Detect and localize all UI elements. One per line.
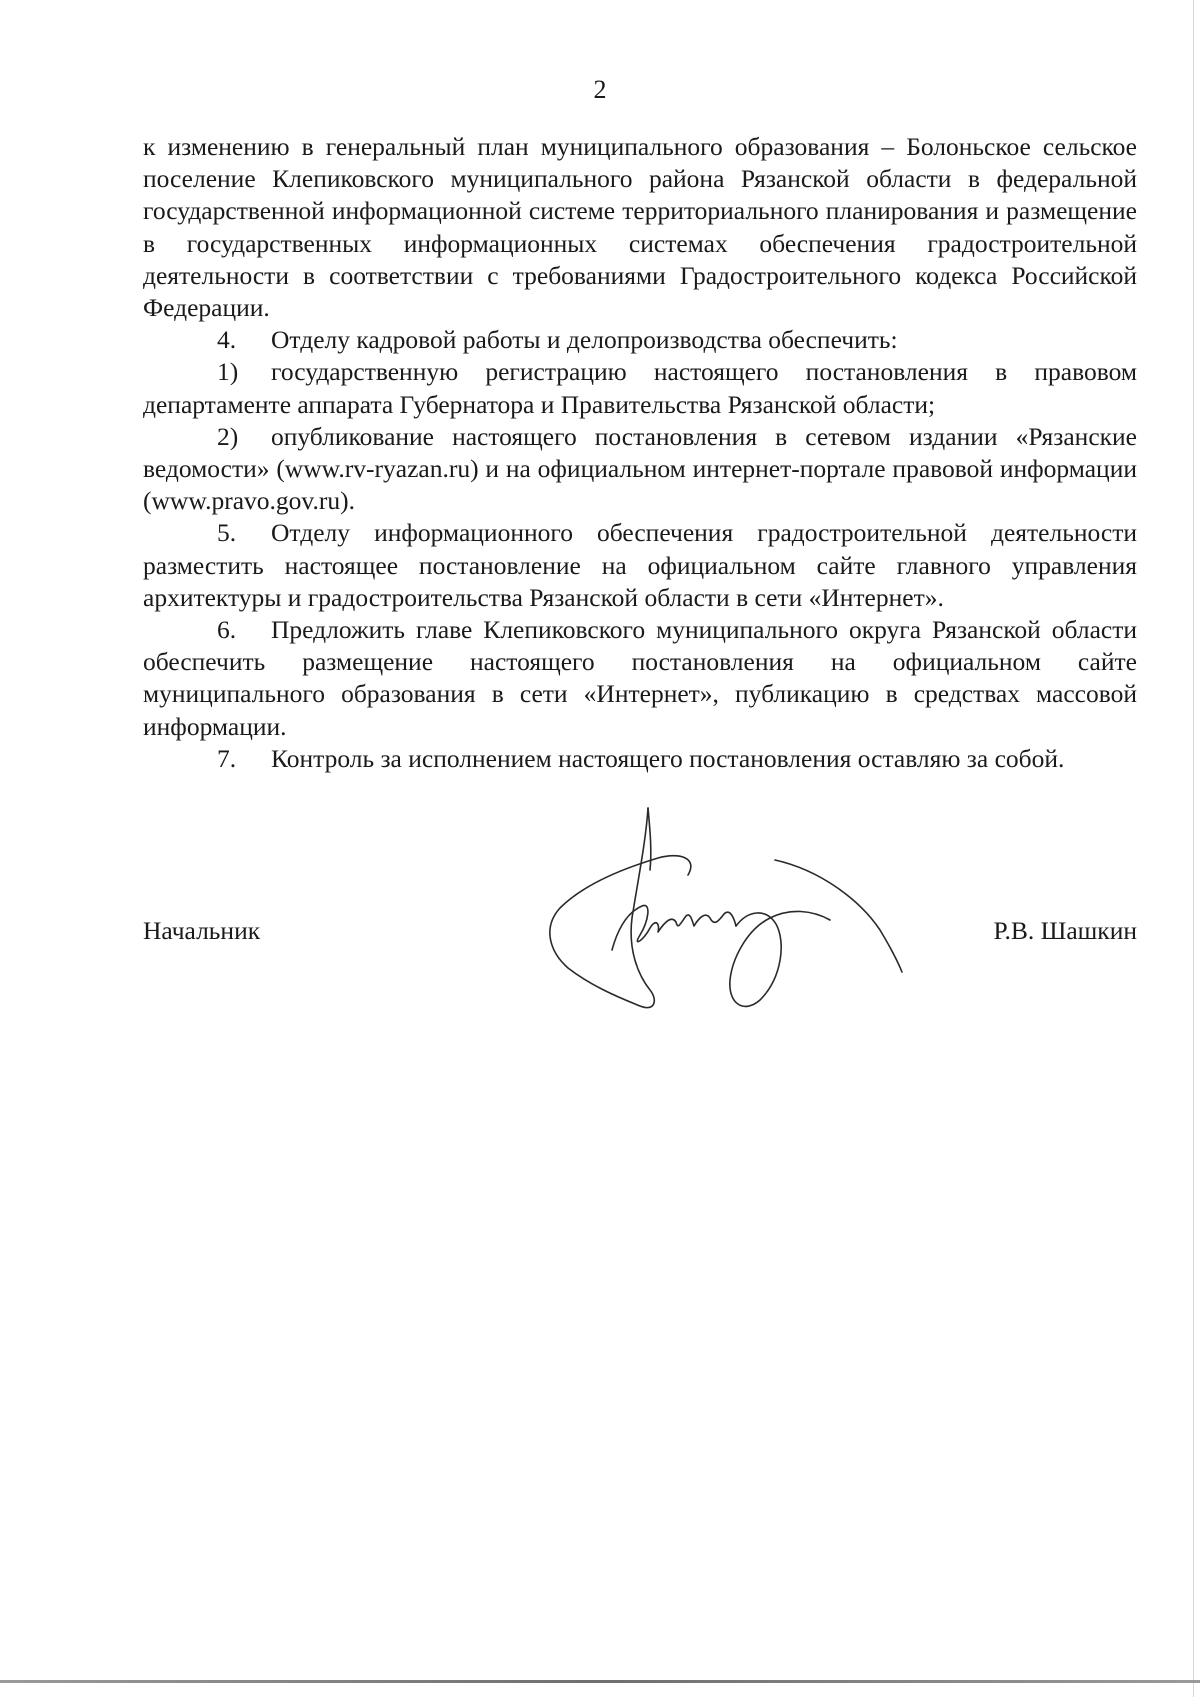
paragraph-text: к изменению в генеральный план муниципального образования – Болоньское сельское поселение Клепиковского муниципального района Рязанской области в федеральной государственной информационной системе территориального планирования и размещение в государственных информационных системах обеспечения градостроительной деятельности в соответствии с требованиями Градостроительного кодекса Российской Федерации. bbox=[143, 132, 1137, 323]
paragraph-item-5 bbox=[143, 517, 1137, 614]
document-body bbox=[143, 131, 1137, 775]
paragraph-number: 1) bbox=[217, 357, 239, 387]
paragraph-item-4-2 bbox=[143, 421, 1137, 518]
scan-edge-line bbox=[1193, 0, 1194, 1697]
paragraph-item-7 bbox=[143, 743, 1137, 775]
paragraph-text: государственную регистрацию настоящего постановления в правовом департаменте аппарата Губернатора и Правительства Рязанской области; bbox=[143, 357, 1137, 419]
paragraph-item-4 bbox=[143, 324, 1137, 356]
signatory-name: Р.В. Шашкин bbox=[993, 916, 1137, 945]
paragraph-number: 7. bbox=[217, 743, 237, 773]
page-number: 2 bbox=[593, 75, 607, 104]
paragraph-number: 2) bbox=[217, 421, 239, 451]
paragraph-number: 6. bbox=[217, 615, 237, 645]
paragraph-number: 5. bbox=[217, 518, 237, 548]
paragraph-text: Отделу информационного обеспечения градостроительной деятельности разместить настоящее постановление на официальном сайте главного управления архитектуры и градостроительства Рязанской области в сети «Интернет». bbox=[143, 518, 1137, 612]
paragraph-item-4-1 bbox=[143, 356, 1137, 420]
paragraph-text: Предложить главе Клепиковского муниципального округа Рязанской области обеспечить размещение настоящего постановления на официальном сайте муниципального образования в сети «Интернет», публикацию в средствах массовой информации. bbox=[143, 615, 1137, 741]
paragraph-text: опубликование настоящего постановления в сетевом издании «Рязанские ведомости» (www.rv-ryazan.ru) и на официальном интернет-портале правовой информации (www.pravo.gov.ru). bbox=[143, 421, 1137, 516]
paragraph-text: Отделу кадровой работы и делопроизводства обеспечить: bbox=[271, 325, 898, 355]
paragraph-continuation bbox=[143, 131, 1137, 324]
paragraph-text: Контроль за исполнением настоящего постановления оставляю за собой. bbox=[271, 743, 1065, 773]
scan-edge-line bbox=[0, 1680, 1200, 1683]
handwritten-signature bbox=[520, 800, 950, 1050]
paragraph-item-6 bbox=[143, 614, 1137, 743]
paragraph-number: 4. bbox=[217, 325, 237, 355]
signatory-position: Начальник bbox=[143, 916, 261, 945]
